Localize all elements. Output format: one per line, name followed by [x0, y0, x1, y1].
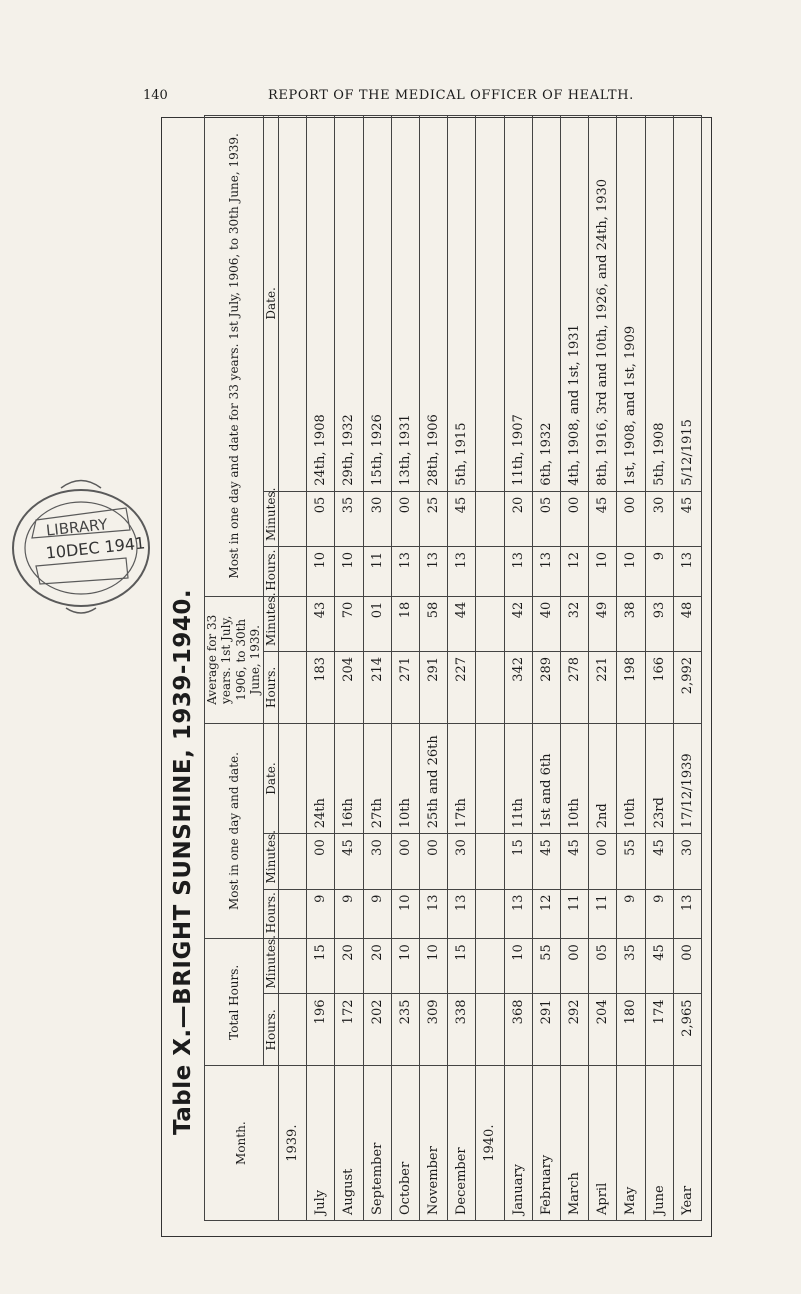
- month-cell: February: [532, 1066, 560, 1221]
- xd-cell: 8th, 1916, 3rd and 10th, 1926, and 24th, 1930: [589, 116, 617, 492]
- xm-cell: 20: [504, 491, 532, 546]
- ah-cell: 271: [391, 651, 419, 723]
- sunshine-table: [204, 115, 702, 1221]
- md-cell: 11th: [504, 723, 532, 834]
- md-cell: 1st and 6th: [532, 723, 560, 834]
- table-row: [391, 116, 419, 1221]
- mm-cell: 00: [391, 834, 419, 889]
- xm-cell: 30: [363, 491, 391, 546]
- xh-cell: 13: [673, 547, 701, 597]
- mh-cell: 9: [617, 889, 645, 939]
- xh-cell: 10: [617, 547, 645, 597]
- stamp-line-2: 10DEC 1941: [44, 533, 147, 563]
- table-row: [448, 116, 476, 1221]
- th-cell: 368: [504, 994, 532, 1066]
- header-total-hours: Total Hours.: [205, 939, 264, 1066]
- xh-cell: 9: [645, 547, 673, 597]
- md-cell: 17/12/1939: [673, 723, 701, 834]
- am-cell: 93: [645, 596, 673, 651]
- month-cell: April: [589, 1066, 617, 1221]
- month-cell: December: [448, 1066, 476, 1221]
- xd-cell: 15th, 1926: [363, 116, 391, 492]
- header-most-33-years: Most in one day and date for 33 years. 1st July, 1906, to 30th June, 1939.: [205, 116, 264, 597]
- month-cell: May: [617, 1066, 645, 1221]
- page-number: 140: [143, 88, 168, 103]
- ah-cell: 221: [589, 651, 617, 723]
- tm-cell: 10: [391, 939, 419, 994]
- ah-cell: 342: [504, 651, 532, 723]
- md-cell: 10th: [391, 723, 419, 834]
- ah-cell: 166: [645, 651, 673, 723]
- month-cell: July: [307, 1066, 335, 1221]
- xd-cell: 5/12/1915: [673, 116, 701, 492]
- am-cell: 43: [307, 596, 335, 651]
- am-cell: 48: [673, 596, 701, 651]
- xd-cell: 4th, 1908, and 1st, 1931: [560, 116, 588, 492]
- empty-cell: [476, 116, 504, 492]
- md-cell: 10th: [617, 723, 645, 834]
- subheader-minutes: Minutes.: [263, 596, 278, 651]
- running-head: [0, 88, 801, 108]
- tm-cell: 10: [504, 939, 532, 994]
- tm-cell: 15: [448, 939, 476, 994]
- xh-cell: 13: [448, 547, 476, 597]
- am-cell: 18: [391, 596, 419, 651]
- mm-cell: 15: [504, 834, 532, 889]
- subheader-minutes: Minutes.: [263, 834, 278, 889]
- subheader-minutes: Minutes.: [263, 939, 278, 994]
- month-cell: January: [504, 1066, 532, 1221]
- ah-cell: 198: [617, 651, 645, 723]
- xh-cell: 13: [391, 547, 419, 597]
- tm-cell: 10: [419, 939, 447, 994]
- table-row: [307, 116, 335, 1221]
- th-cell: 196: [307, 994, 335, 1066]
- mh-cell: 9: [307, 889, 335, 939]
- header-most-one-day: Most in one day and date.: [205, 723, 264, 938]
- mh-cell: 13: [448, 889, 476, 939]
- mh-cell: 13: [673, 889, 701, 939]
- year-heading: 1940.: [476, 1066, 504, 1221]
- tm-cell: 35: [617, 939, 645, 994]
- ah-cell: 214: [363, 651, 391, 723]
- md-cell: 27th: [363, 723, 391, 834]
- tm-cell: 20: [363, 939, 391, 994]
- mm-cell: 30: [363, 834, 391, 889]
- empty-cell: [278, 547, 306, 597]
- mm-cell: 00: [419, 834, 447, 889]
- xh-cell: 10: [335, 547, 363, 597]
- tm-cell: 00: [560, 939, 588, 994]
- running-title: REPORT OF THE MEDICAL OFFICER OF HEALTH.: [268, 88, 634, 103]
- month-cell: November: [419, 1066, 447, 1221]
- mm-cell: 30: [673, 834, 701, 889]
- month-cell: March: [560, 1066, 588, 1221]
- empty-cell: [278, 723, 306, 834]
- am-cell: 42: [504, 596, 532, 651]
- mm-cell: 45: [645, 834, 673, 889]
- mh-cell: 13: [419, 889, 447, 939]
- xd-cell: 11th, 1907: [504, 116, 532, 492]
- am-cell: 40: [532, 596, 560, 651]
- xm-cell: 45: [589, 491, 617, 546]
- md-cell: 23rd: [645, 723, 673, 834]
- ah-cell: 183: [307, 651, 335, 723]
- md-cell: 25th and 26th: [419, 723, 447, 834]
- empty-cell: [278, 994, 306, 1066]
- th-cell: 338: [448, 994, 476, 1066]
- empty-cell: [476, 939, 504, 994]
- ah-cell: 227: [448, 651, 476, 723]
- mm-cell: 45: [560, 834, 588, 889]
- empty-cell: [476, 994, 504, 1066]
- empty-cell: [476, 834, 504, 889]
- xm-cell: 05: [307, 491, 335, 546]
- subheader-hours: Hours.: [263, 889, 278, 939]
- xm-cell: 45: [673, 491, 701, 546]
- table-row: [589, 116, 617, 1221]
- xd-cell: 5th, 1915: [448, 116, 476, 492]
- empty-cell: [278, 596, 306, 651]
- xh-cell: 11: [363, 547, 391, 597]
- xh-cell: 12: [560, 547, 588, 597]
- mh-cell: 10: [391, 889, 419, 939]
- empty-cell: [278, 834, 306, 889]
- subheader-hours: Hours.: [263, 651, 278, 723]
- mm-cell: 45: [532, 834, 560, 889]
- month-cell: August: [335, 1066, 363, 1221]
- ah-cell: 278: [560, 651, 588, 723]
- month-cell: September: [363, 1066, 391, 1221]
- empty-cell: [278, 889, 306, 939]
- tm-cell: 00: [673, 939, 701, 994]
- month-cell: October: [391, 1066, 419, 1221]
- xd-cell: 24th, 1908: [307, 116, 335, 492]
- table-row: [532, 116, 560, 1221]
- xd-cell: 28th, 1906: [419, 116, 447, 492]
- empty-cell: [476, 491, 504, 546]
- empty-cell: [278, 939, 306, 994]
- library-stamp-icon: [6, 468, 156, 626]
- subheader-hours: Hours.: [263, 994, 278, 1066]
- xd-cell: 1st, 1908, and 1st, 1909: [617, 116, 645, 492]
- xm-cell: 05: [532, 491, 560, 546]
- stamp-line-1: LIBRARY: [45, 515, 109, 540]
- th-cell: 174: [645, 994, 673, 1066]
- sunshine-table-wrapper: [204, 115, 702, 1221]
- year-heading-row: [476, 116, 504, 1221]
- tm-cell: 05: [589, 939, 617, 994]
- subheader-hours: Hours.: [263, 547, 278, 597]
- header-month: Month.: [205, 1066, 279, 1221]
- table-row: [504, 116, 532, 1221]
- ah-cell: 291: [419, 651, 447, 723]
- th-cell: 172: [335, 994, 363, 1066]
- month-cell: June: [645, 1066, 673, 1221]
- xh-cell: 13: [504, 547, 532, 597]
- subheader-date: Date.: [263, 723, 278, 834]
- md-cell: 17th: [448, 723, 476, 834]
- th-cell: 202: [363, 994, 391, 1066]
- xd-cell: 29th, 1932: [335, 116, 363, 492]
- mm-cell: 45: [335, 834, 363, 889]
- xh-cell: 13: [419, 547, 447, 597]
- empty-cell: [278, 116, 306, 492]
- table-body: [278, 116, 701, 1221]
- header-average: Average for 33 years. 1st July, 1906, to 30th June, 1939.: [205, 596, 264, 723]
- xm-cell: 00: [391, 491, 419, 546]
- subheader-date: Date.: [263, 116, 278, 492]
- xm-cell: 35: [335, 491, 363, 546]
- ah-cell: 2,992: [673, 651, 701, 723]
- xm-cell: 25: [419, 491, 447, 546]
- xm-cell: 00: [560, 491, 588, 546]
- empty-cell: [476, 547, 504, 597]
- xh-cell: 13: [532, 547, 560, 597]
- xm-cell: 45: [448, 491, 476, 546]
- am-cell: 70: [335, 596, 363, 651]
- mh-cell: 11: [589, 889, 617, 939]
- mm-cell: 30: [448, 834, 476, 889]
- mh-cell: 12: [532, 889, 560, 939]
- th-cell: 204: [589, 994, 617, 1066]
- tm-cell: 45: [645, 939, 673, 994]
- empty-cell: [476, 651, 504, 723]
- am-cell: 01: [363, 596, 391, 651]
- am-cell: 49: [589, 596, 617, 651]
- tm-cell: 15: [307, 939, 335, 994]
- table-row: [645, 116, 673, 1221]
- table-title: Table X.—BRIGHT SUNSHINE, 1939-1940.: [170, 588, 196, 1135]
- am-cell: 44: [448, 596, 476, 651]
- xm-cell: 00: [617, 491, 645, 546]
- empty-cell: [476, 889, 504, 939]
- year-heading-row: [278, 116, 306, 1221]
- mh-cell: 11: [560, 889, 588, 939]
- month-cell: Year: [673, 1066, 701, 1221]
- mh-cell: 9: [645, 889, 673, 939]
- ah-cell: 204: [335, 651, 363, 723]
- empty-cell: [476, 596, 504, 651]
- xd-cell: 6th, 1932: [532, 116, 560, 492]
- th-cell: 2,965: [673, 994, 701, 1066]
- th-cell: 291: [532, 994, 560, 1066]
- year-heading: 1939.: [278, 1066, 306, 1221]
- mh-cell: 13: [504, 889, 532, 939]
- mh-cell: 9: [335, 889, 363, 939]
- th-cell: 180: [617, 994, 645, 1066]
- md-cell: 2nd: [589, 723, 617, 834]
- md-cell: 16th: [335, 723, 363, 834]
- empty-cell: [278, 651, 306, 723]
- year-total-row: [673, 116, 701, 1221]
- am-cell: 38: [617, 596, 645, 651]
- table-row: [363, 116, 391, 1221]
- th-cell: 309: [419, 994, 447, 1066]
- xh-cell: 10: [307, 547, 335, 597]
- table-row: [419, 116, 447, 1221]
- empty-cell: [476, 723, 504, 834]
- th-cell: 235: [391, 994, 419, 1066]
- subheader-minutes: Minutes.: [263, 491, 278, 546]
- ah-cell: 289: [532, 651, 560, 723]
- tm-cell: 55: [532, 939, 560, 994]
- mm-cell: 55: [617, 834, 645, 889]
- md-cell: 24th: [307, 723, 335, 834]
- xd-cell: 13th, 1931: [391, 116, 419, 492]
- empty-cell: [278, 491, 306, 546]
- table-row: [335, 116, 363, 1221]
- mm-cell: 00: [307, 834, 335, 889]
- am-cell: 58: [419, 596, 447, 651]
- mm-cell: 00: [589, 834, 617, 889]
- library-stamp: [6, 468, 156, 626]
- xh-cell: 10: [589, 547, 617, 597]
- xd-cell: 5th, 1908: [645, 116, 673, 492]
- xm-cell: 30: [645, 491, 673, 546]
- table-row: [617, 116, 645, 1221]
- tm-cell: 20: [335, 939, 363, 994]
- am-cell: 32: [560, 596, 588, 651]
- table-row: [560, 116, 588, 1221]
- mh-cell: 9: [363, 889, 391, 939]
- th-cell: 292: [560, 994, 588, 1066]
- md-cell: 10th: [560, 723, 588, 834]
